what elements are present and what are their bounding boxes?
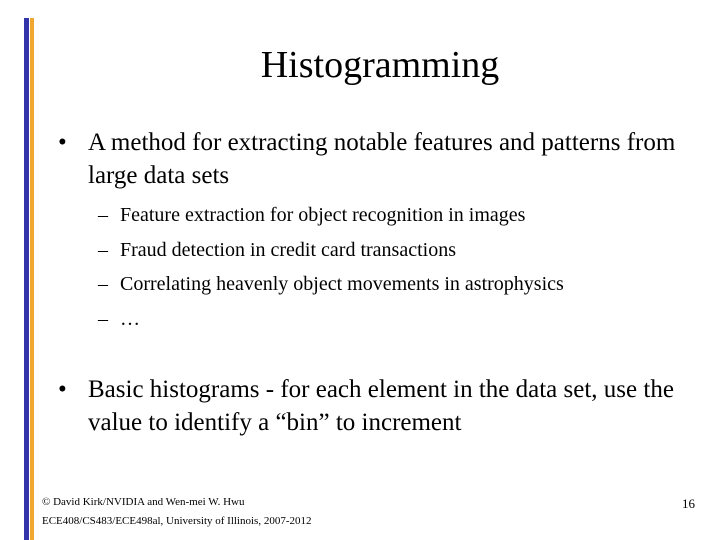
footer-copyright: © David Kirk/NVIDIA and Wen-mei W. Hwu [42,496,245,508]
sub-bullet-item [98,233,698,268]
bullet-text: A method for extracting notable features and patterns from large data sets [88,129,676,189]
dash-marker: – [98,307,108,330]
sub-bullet-text: Correlating heavenly object movements in astrophysics [120,273,564,295]
left-accent-bar-gold [30,18,34,540]
sub-bullet-text: Feature extraction for object recognition in images [120,204,526,226]
bullet-item [58,373,708,439]
sub-bullet-text: … [120,307,140,330]
bullet-marker: • [58,376,67,403]
page-number: 16 [682,496,695,511]
left-accent-bar-blue [24,18,29,540]
sub-bullet-item [98,198,698,233]
sub-bullet-item [98,267,698,302]
bullet-marker: • [58,129,67,156]
sub-bullet-text: Fraud detection in credit card transactions [120,238,456,261]
sub-bullet-item [98,302,698,337]
footer-credits [42,493,312,531]
dash-marker: – [98,238,108,261]
bullet-item [58,126,708,192]
sub-bullet-list [98,198,698,336]
footer-course: ECE408/CS483/ECE498al, University of Illinois, 2007-2012 [42,515,312,527]
bullet-text: Basic histograms - for each element in the data set, use the value to identify a “bin” to increment [88,376,674,436]
slide-title: Histogramming [260,44,500,86]
dash-marker: – [98,204,108,226]
dash-marker: – [98,273,108,295]
